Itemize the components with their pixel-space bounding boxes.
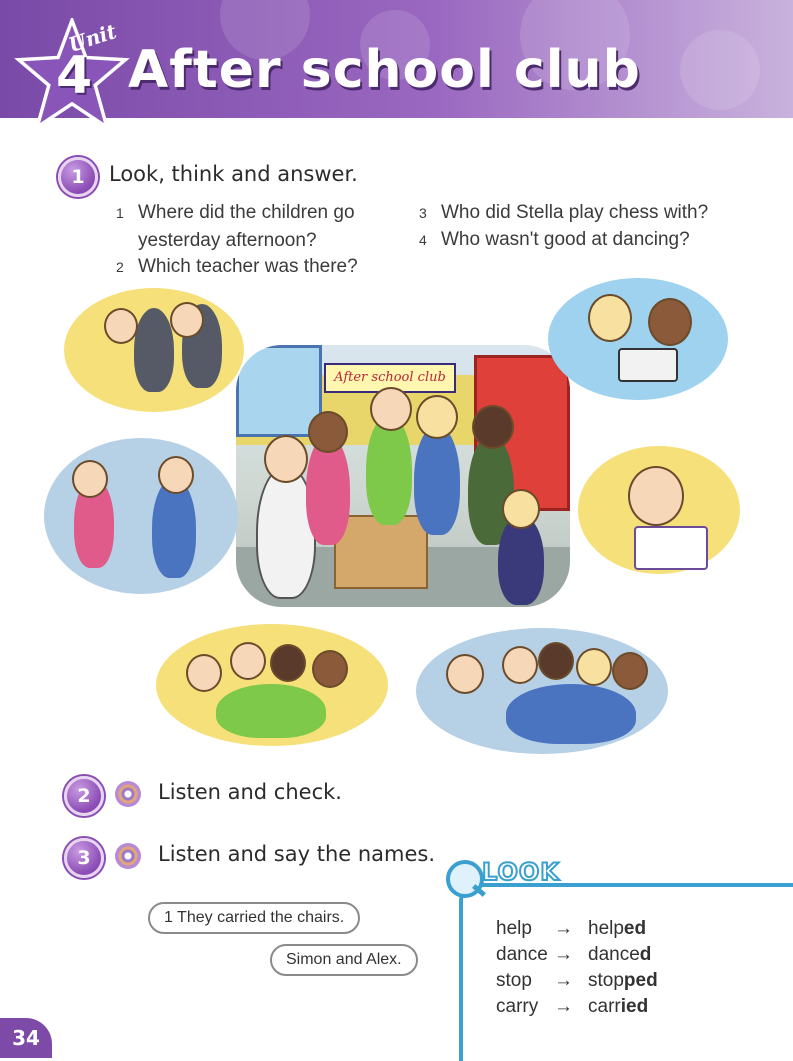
question-4 — [419, 226, 749, 254]
verb-base: help — [496, 918, 532, 939]
vignette-group-left — [156, 624, 388, 746]
costume-box — [334, 515, 428, 589]
arrow-icon: → — [554, 996, 573, 1017]
club-sign: After school club — [324, 363, 456, 393]
arrow-icon: → — [554, 944, 573, 965]
exercise-2-badge: 2 — [64, 776, 104, 816]
question-number: 3 — [419, 205, 427, 221]
exercise-1-instruction: Look, think and answer. — [109, 162, 358, 186]
verb-past: stopped — [588, 970, 658, 991]
bubble-text: Simon and Alex. — [286, 951, 402, 968]
question-text: Which teacher was there? — [138, 256, 358, 277]
exercise-3-badge: 3 — [64, 838, 104, 878]
verb-base: stop — [496, 970, 532, 991]
verb-past: helped — [588, 918, 647, 939]
arrow-icon: → — [554, 918, 573, 939]
question-2 — [116, 253, 406, 281]
look-label: LOOK — [482, 858, 560, 886]
cd-audio-icon[interactable] — [115, 843, 141, 869]
bubble-text: 1 They carried the chairs. — [164, 909, 345, 926]
verb-table — [496, 916, 658, 1020]
question-text: Where did the children go — [138, 202, 355, 223]
verb-past: danced — [588, 944, 652, 965]
verb-past: carried — [588, 996, 649, 1017]
speech-bubble-prompt — [148, 902, 360, 934]
question-text: Who did Stella play chess with? — [441, 202, 709, 223]
arrow-icon: → — [554, 970, 573, 991]
page-number: 34 — [0, 1018, 52, 1058]
vignette-dancing — [44, 438, 238, 594]
page-title: After school club — [128, 40, 641, 100]
club-scene-illustration — [236, 345, 570, 607]
question-text: Who wasn't good at dancing? — [441, 229, 690, 250]
speech-bubble-answer — [270, 944, 418, 976]
question-number: 2 — [116, 259, 124, 275]
vignette-carrying-chairs — [64, 288, 244, 412]
unit-word: Unit — [65, 19, 120, 57]
question-number: 1 — [116, 205, 124, 221]
vignette-teacher-reading — [578, 446, 740, 574]
exercise-2-instruction: Listen and check. — [158, 780, 342, 804]
verb-row — [496, 942, 658, 968]
verb-row — [496, 916, 658, 942]
question-1 — [116, 199, 406, 254]
question-text-cont: yesterday afternoon? — [138, 230, 317, 251]
question-number: 4 — [419, 232, 427, 248]
exercise-1-badge: 1 — [58, 157, 98, 197]
verb-row — [496, 994, 658, 1020]
question-3 — [419, 199, 749, 227]
vignette-group-right — [416, 628, 668, 754]
vignette-chess — [548, 278, 728, 400]
cd-audio-icon[interactable] — [115, 781, 141, 807]
exercise-3-instruction: Listen and say the names. — [158, 842, 436, 866]
verb-base: dance — [496, 944, 548, 965]
unit-number: 4 — [56, 46, 93, 106]
verb-row — [496, 968, 658, 994]
verb-base: carry — [496, 996, 539, 1017]
